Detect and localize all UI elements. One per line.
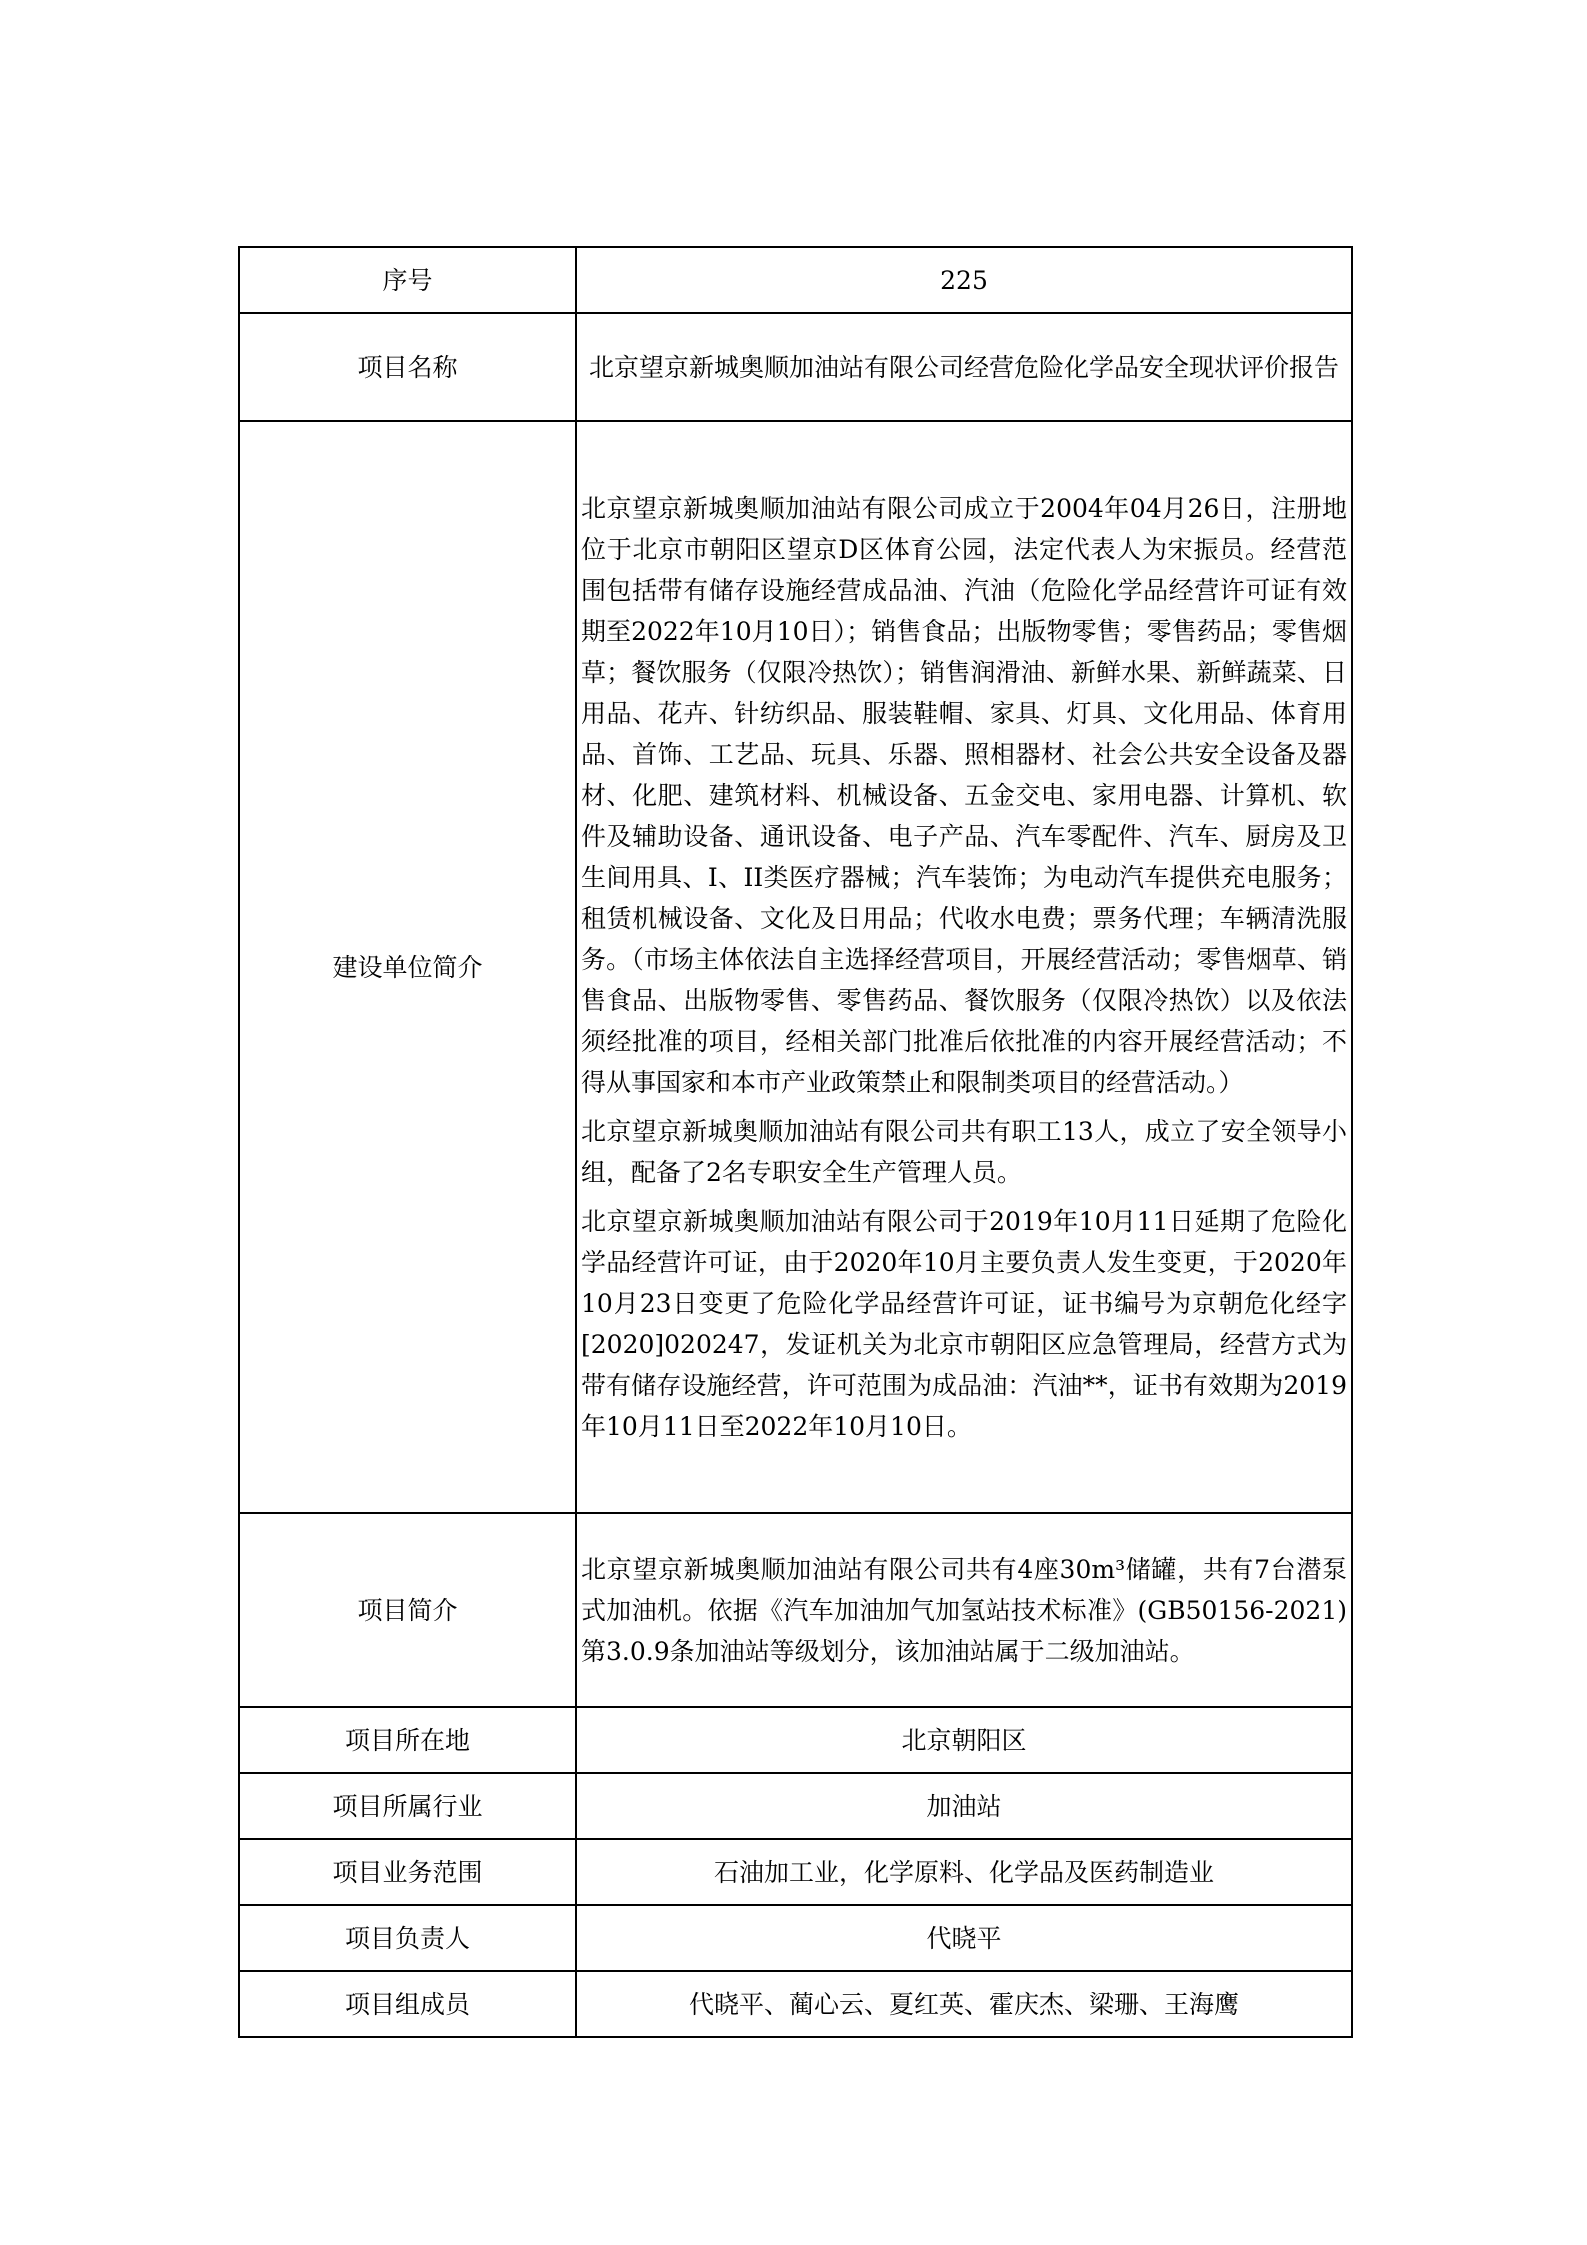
row-project-name [239, 313, 1352, 421]
row-leader [239, 1905, 1352, 1971]
industry-value: 加油站 [576, 1773, 1352, 1839]
row-unit-intro [239, 421, 1352, 1513]
serial-value: 225 [576, 247, 1352, 313]
row-project-intro [239, 1513, 1352, 1707]
unit-intro-label: 建设单位简介 [239, 421, 576, 1513]
project-name-value: 北京望京新城奥顺加油站有限公司经营危险化学品安全现状评价报告 [576, 313, 1352, 421]
leader-label: 项目负责人 [239, 1905, 576, 1971]
serial-label: 序号 [239, 247, 576, 313]
scope-value: 石油加工业，化学原料、化学品及医药制造业 [576, 1839, 1352, 1905]
project-intro-value: 北京望京新城奥顺加油站有限公司共有4座30m³储罐，共有7台潜泵式加油机。依据《汽车加油加气加氢站技术标准》(GB50156-2021)第3.0.9条加油站等级划分，该加油站属于二级加油站。 [576, 1513, 1352, 1707]
unit-intro-value [576, 421, 1352, 1513]
row-scope [239, 1839, 1352, 1905]
members-label: 项目组成员 [239, 1971, 576, 2037]
row-location [239, 1707, 1352, 1773]
industry-label: 项目所属行业 [239, 1773, 576, 1839]
row-industry [239, 1773, 1352, 1839]
leader-value: 代晓平 [576, 1905, 1352, 1971]
project-name-label: 项目名称 [239, 313, 576, 421]
unit-intro-paragraph-2: 北京望京新城奥顺加油站有限公司共有职工13人，成立了安全领导小组，配备了2名专职安全生产管理人员。 [581, 1116, 1347, 1187]
members-value: 代晓平、蔺心云、夏红英、霍庆杰、梁珊、王海鹰 [576, 1971, 1352, 2037]
project-info-table [238, 246, 1353, 2038]
location-value: 北京朝阳区 [576, 1707, 1352, 1773]
unit-intro-paragraph-3: 北京望京新城奥顺加油站有限公司于2019年10月11日延期了危险化学品经营许可证，由于2020年10月主要负责人发生变更，于2020年10月23日变更了危险化学品经营许可证，证书编号为京朝危化经字[2020]020247，发证机关为北京市朝阳区应急管理局，经营方式为带有储存设施经营，许可范围为成品油：汽油**，证书有效期为2019年10月11日至2022年10月10日。 [581, 1206, 1347, 1441]
project-intro-label: 项目简介 [239, 1513, 576, 1707]
location-label: 项目所在地 [239, 1707, 576, 1773]
unit-intro-paragraph-1: 北京望京新城奥顺加油站有限公司成立于2004年04月26日，注册地位于北京市朝阳区望京D区体育公园，法定代表人为宋振员。经营范围包括带有储存设施经营成品油、汽油（危险化学品经营许可证有效期至2022年10月10日）；销售食品；出版物零售；零售药品；零售烟草；餐饮服务（仅限冷热饮）；销售润滑油、新鲜水果、新鲜蔬菜、日用品、花卉、针纺织品、服装鞋帽、家具、灯具、文化用品、体育用品、首饰、工艺品、玩具、乐器、照相器材、社会公共安全设备及器材、化肥、建筑材料、机械设备、五金交电、家用电器、计算机、软件及辅助设备、通讯设备、电子产品、汽车零配件、汽车、厨房及卫生间用具、I、II类医疗器械；汽车装饰；为电动汽车提供充电服务；租赁机械设备、文化及日用品；代收水电费；票务代理；车辆清洗服务。（市场主体依法自主选择经营项目，开展经营活动；零售烟草、销售食品、出版物零售、零售药品、餐饮服务（仅限冷热饮）以及依法须经批准的项目，经相关部门批准后依批准的内容开展经营活动；不得从事国家和本市产业政策禁止和限制类项目的经营活动。） [581, 493, 1347, 1097]
row-serial [239, 247, 1352, 313]
row-members [239, 1971, 1352, 2037]
scope-label: 项目业务范围 [239, 1839, 576, 1905]
